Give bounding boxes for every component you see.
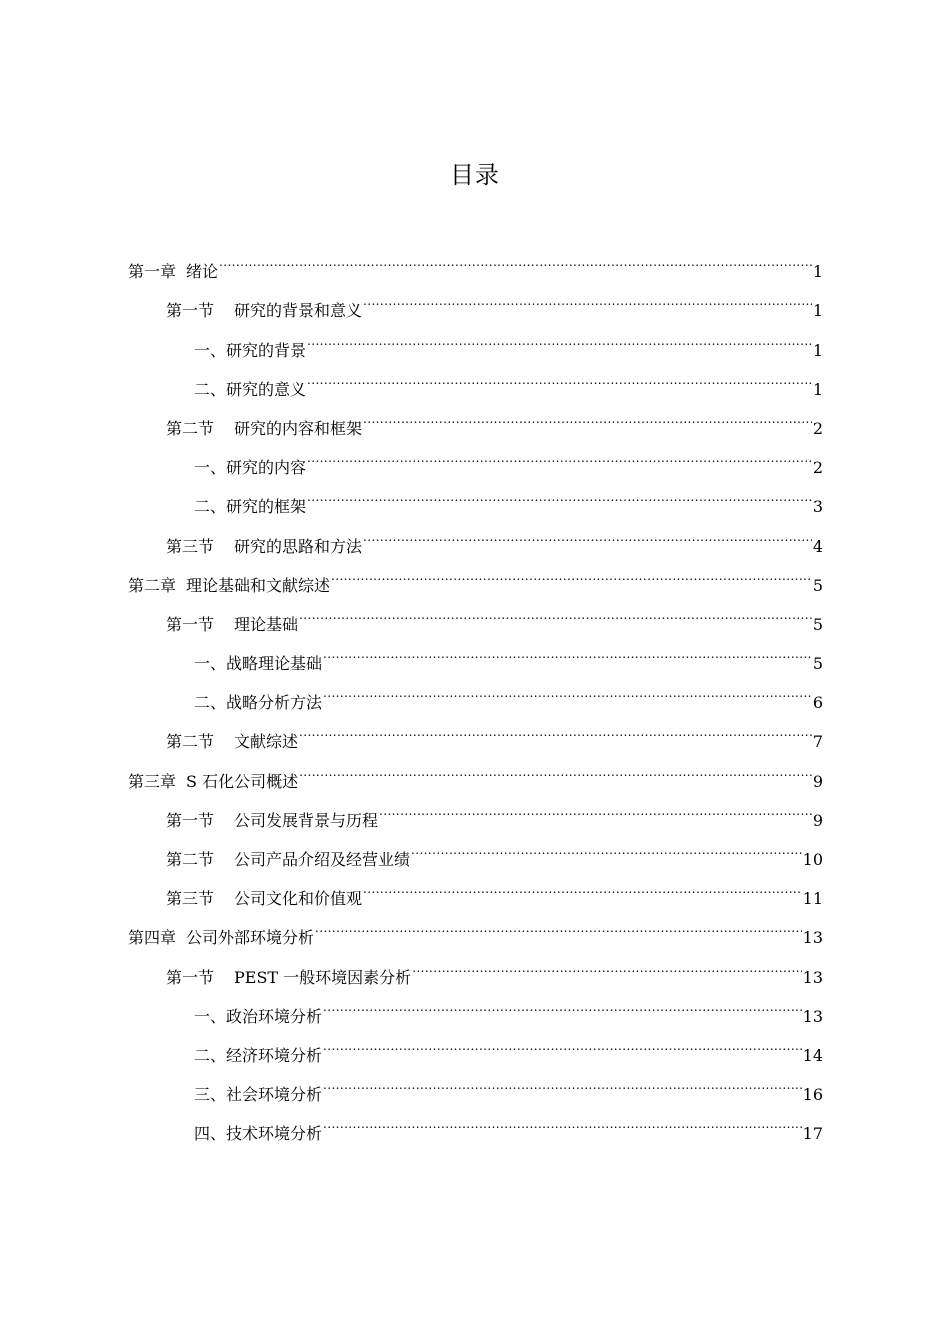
toc-entry-text: 公司文化和价值观 — [234, 889, 363, 909]
toc-dot-leader — [299, 747, 812, 786]
toc-dot-leader — [323, 669, 812, 708]
toc-entry-text: 三、社会环境分析 — [194, 1085, 323, 1105]
toc-entry-number: 第二节 — [166, 850, 215, 869]
toc-entry-label — [128, 252, 218, 291]
toc-page-number: 5 — [812, 575, 823, 595]
toc-dot-leader — [219, 238, 812, 277]
toc-page-number: 13 — [802, 1006, 823, 1026]
toc-entry-label — [194, 1114, 322, 1153]
toc-page-number: 13 — [802, 967, 823, 987]
toc-dot-leader — [299, 708, 812, 747]
toc-entry-number: 第三章 — [128, 771, 177, 791]
toc-entry-label — [128, 918, 314, 957]
toc-entry-text: 一、战略理论基础 — [194, 654, 323, 674]
toc-page-number: 9 — [812, 771, 823, 791]
toc-page-number: 6 — [812, 693, 823, 713]
toc-entry[interactable] — [128, 277, 823, 321]
toc-page-number: 1 — [812, 379, 823, 399]
toc-page-number: 11 — [802, 889, 823, 909]
toc-entry-text: 二、战略分析方法 — [194, 693, 323, 713]
toc-dot-leader — [323, 983, 802, 1022]
toc-entry-text: 绪论 — [186, 262, 219, 282]
toc-dot-leader — [412, 943, 801, 982]
toc-entry-text: 二、研究的框架 — [194, 497, 307, 517]
toc-dot-leader — [411, 826, 802, 865]
toc-entry-text: 理论基础和文献综述 — [186, 575, 331, 595]
toc-entry-number: 第一节 — [166, 301, 215, 321]
toc-entry-number: 第二节 — [166, 418, 215, 438]
toc-dot-leader — [315, 904, 802, 943]
toc-dot-leader — [307, 356, 812, 395]
toc-entry-label — [194, 1036, 322, 1075]
toc-entry-label — [166, 722, 298, 761]
toc-page-number: 1 — [812, 340, 823, 360]
toc-dot-leader — [331, 552, 812, 591]
toc-page-number: 9 — [812, 810, 823, 830]
toc-entry-text: S 石化公司概述 — [186, 771, 299, 791]
toc-entry-number: 第一章 — [128, 262, 177, 282]
toc-entry-text: 一、政治环境分析 — [194, 1006, 323, 1026]
toc-dot-leader — [363, 512, 812, 551]
toc-entry-text: 公司外部环境分析 — [186, 928, 315, 948]
toc-entry-text: 理论基础 — [234, 614, 299, 634]
toc-entry-label — [194, 997, 322, 1036]
toc-entry-text: 研究的背景和意义 — [234, 301, 363, 321]
toc-dot-leader — [363, 865, 802, 904]
toc-dot-leader — [299, 591, 812, 630]
toc-entry-text: 一、研究的背景 — [194, 340, 307, 360]
toc-entry-label — [194, 487, 306, 526]
toc-entry-number: 第一节 — [166, 614, 215, 634]
toc-page-number: 5 — [812, 614, 823, 634]
toc-entry-text: 二、经济环境分析 — [194, 1045, 323, 1065]
toc-entry-text: 一、研究的内容 — [194, 458, 307, 478]
toc-entry-label — [194, 370, 306, 409]
toc-page-number: 1 — [812, 262, 823, 282]
toc-entry-text: 研究的思路和方法 — [234, 536, 363, 556]
toc-entry-number: 第三节 — [166, 536, 215, 556]
toc-page-number: 1 — [812, 301, 823, 321]
toc-dot-leader — [307, 434, 812, 473]
toc-page-number: 5 — [812, 654, 823, 674]
toc-entry-number: 第三节 — [166, 889, 215, 909]
toc-entry-text: 研究的内容和框架 — [234, 418, 363, 438]
toc-entry-label — [194, 331, 306, 370]
toc-page-number: 14 — [802, 1045, 823, 1065]
toc-entry[interactable] — [128, 238, 823, 282]
page-title: 目录 — [450, 161, 500, 189]
toc-dot-leader — [307, 473, 812, 512]
toc-entry-label — [194, 644, 322, 683]
toc-entry-number: 第一节 — [166, 810, 215, 830]
toc-entry-label — [194, 448, 306, 487]
table-of-contents — [128, 238, 823, 1144]
toc-page-number: 16 — [802, 1085, 823, 1105]
toc-entry-label — [166, 605, 298, 644]
toc-page-number: 2 — [812, 418, 823, 438]
toc-entry-text: 文献综述 — [234, 732, 299, 752]
toc-entry-number: 第一节 — [166, 967, 215, 987]
toc-entry-label — [166, 801, 378, 840]
toc-entry-text: 四、技术环境分析 — [194, 1124, 323, 1144]
toc-page-number: 2 — [812, 458, 823, 478]
toc-entry-number: 第二节 — [166, 732, 215, 752]
toc-entry-text: 二、研究的意义 — [194, 379, 307, 399]
toc-dot-leader — [363, 277, 812, 316]
toc-page-number: 13 — [802, 928, 823, 948]
toc-entry-label — [128, 762, 298, 801]
toc-page-number: 4 — [812, 536, 823, 556]
toc-dot-leader — [323, 1100, 802, 1139]
toc-entry-number: 第二章 — [128, 575, 177, 595]
toc-dot-leader — [307, 316, 812, 355]
toc-dot-leader — [323, 1061, 802, 1100]
toc-entry-text: PEST 一般环境因素分析 — [234, 967, 412, 987]
toc-page-number: 10 — [802, 850, 823, 869]
toc-page-number: 17 — [802, 1124, 823, 1144]
toc-dot-leader — [323, 1022, 802, 1061]
toc-dot-leader — [363, 395, 812, 434]
toc-entry-text: 公司产品介绍及经营业绩 — [234, 850, 411, 869]
toc-dot-leader — [323, 630, 812, 669]
toc-entry-number: 第四章 — [128, 928, 177, 948]
toc-page-number: 7 — [812, 732, 823, 752]
toc-entry-label — [194, 1075, 322, 1114]
toc-dot-leader — [379, 787, 812, 826]
toc-page-number: 3 — [812, 497, 823, 517]
toc-entry-text: 公司发展背景与历程 — [234, 810, 379, 830]
